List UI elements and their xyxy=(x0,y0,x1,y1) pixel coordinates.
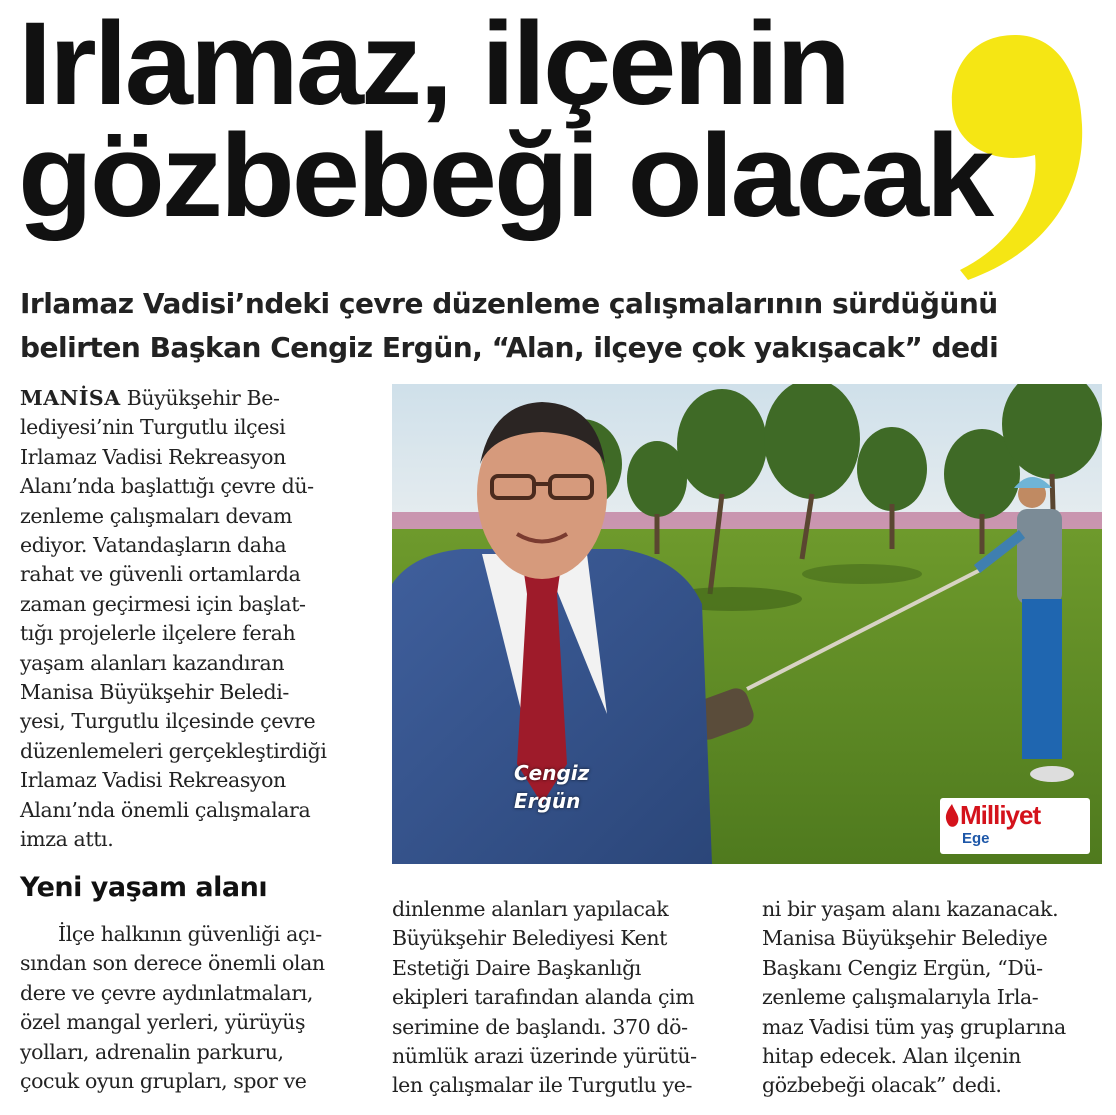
column-line: Başkanı Cengiz Ergün, “Dü- xyxy=(762,955,1043,980)
intro-line: imza attı. xyxy=(20,827,114,852)
photo-caption xyxy=(514,759,589,815)
milliyet-ege-logo xyxy=(940,798,1090,854)
column-line: serimine de başlandı. 370 dö- xyxy=(392,1014,688,1039)
intro-line: zaman geçirmesi için başlat- xyxy=(20,591,306,616)
column-line: dinlenme alanları yapılacak xyxy=(392,897,669,921)
headline-line-2: gözbebeği olacak xyxy=(18,110,992,242)
intro-line: yesi, Turgutlu ilçesinde çevre xyxy=(20,709,316,734)
subheadline xyxy=(20,282,1110,370)
logo-subtitle: Ege xyxy=(962,830,990,847)
column-line: sından son derece önemli olan xyxy=(20,951,325,976)
dateline-city: MANİSA xyxy=(20,386,121,410)
photo-illustration xyxy=(392,384,1102,864)
intro-line: Irlamaz Vadisi Rekreasyon xyxy=(20,444,286,469)
article-column-2 xyxy=(392,895,742,1101)
column-line: maz Vadisi tüm yaş gruplarına xyxy=(762,1014,1066,1039)
intro-first-line xyxy=(20,384,390,413)
column-line: gözbebeği olacak” dedi. xyxy=(762,1073,1002,1098)
column-line: ekipleri tarafından alanda çim xyxy=(392,985,695,1010)
article-column-1 xyxy=(20,920,370,1096)
column-line: dere ve çevre aydınlatmaları, xyxy=(20,980,313,1005)
news-photo xyxy=(392,384,1102,864)
caption-line-2: Ergün xyxy=(514,789,581,813)
column-line: Estetiği Daire Başkanlığı xyxy=(392,955,641,980)
flame-icon xyxy=(944,804,960,828)
intro-line: rahat ve güvenli ortamlarda xyxy=(20,562,301,587)
intro-line: Alanı’nda önemli çalışmalara xyxy=(20,797,311,822)
intro-line: zenleme çalışmaları devam xyxy=(20,503,293,528)
logo-name: Milliyet xyxy=(960,800,1041,830)
subheadline-line-1: Irlamaz Vadisi’ndeki çevre düzenleme çalışmalarının sürdüğünü xyxy=(20,287,998,320)
column-line: özel mangal yerleri, yürüyüş xyxy=(20,1010,306,1035)
intro-paragraph xyxy=(20,384,390,855)
intro-line: Irlamaz Vadisi Rekreasyon xyxy=(20,768,286,793)
intro-line: tığı projelerle ilçelere ferah xyxy=(20,621,296,646)
caption-line-1: Cengiz xyxy=(514,761,590,785)
intro-line: Alanı’nda başlattığı çevre dü- xyxy=(20,474,314,499)
intro-line: Manisa Büyükşehir Beledi- xyxy=(20,680,289,705)
column-line: Manisa Büyükşehir Belediye xyxy=(762,926,1048,951)
column-line: Büyükşehir Belediyesi Kent xyxy=(392,926,668,951)
headline-line-1: Irlamaz, ilçenin xyxy=(18,0,848,130)
column-line: hitap edecek. Alan ilçenin xyxy=(762,1044,1021,1069)
intro-line: ediyor. Vatandaşların daha xyxy=(20,533,287,558)
article-column-3 xyxy=(762,895,1107,1101)
intro-first-line-rest: Büyükşehir Be- xyxy=(120,386,280,410)
headline xyxy=(18,0,1116,242)
intro-line: lediyesi’nin Turgutlu ilçesi xyxy=(20,415,286,440)
column-line: ni bir yaşam alanı kazanacak. xyxy=(762,897,1059,921)
column-line: len çalışmalar ile Turgutlu ye- xyxy=(392,1073,693,1098)
intro-line: yaşam alanları kazandıran xyxy=(20,650,285,675)
intro-line: düzenlemeleri gerçekleştirdiği xyxy=(20,738,327,763)
section-heading: Yeni yaşam alanı xyxy=(20,872,268,903)
column-line: çocuk oyun grupları, spor ve xyxy=(20,1069,307,1094)
column-line: İlçe halkının güvenliği açı- xyxy=(58,922,322,946)
column-line: yolları, adrenalin parkuru, xyxy=(20,1039,284,1064)
column-line: zenleme çalışmalarıyla Irla- xyxy=(762,985,1039,1010)
subheadline-line-2: belirten Başkan Cengiz Ergün, “Alan, ilçeye çok yakışacak” dedi xyxy=(20,331,999,364)
column-line: nümlük arazi üzerinde yürütü- xyxy=(392,1044,697,1069)
